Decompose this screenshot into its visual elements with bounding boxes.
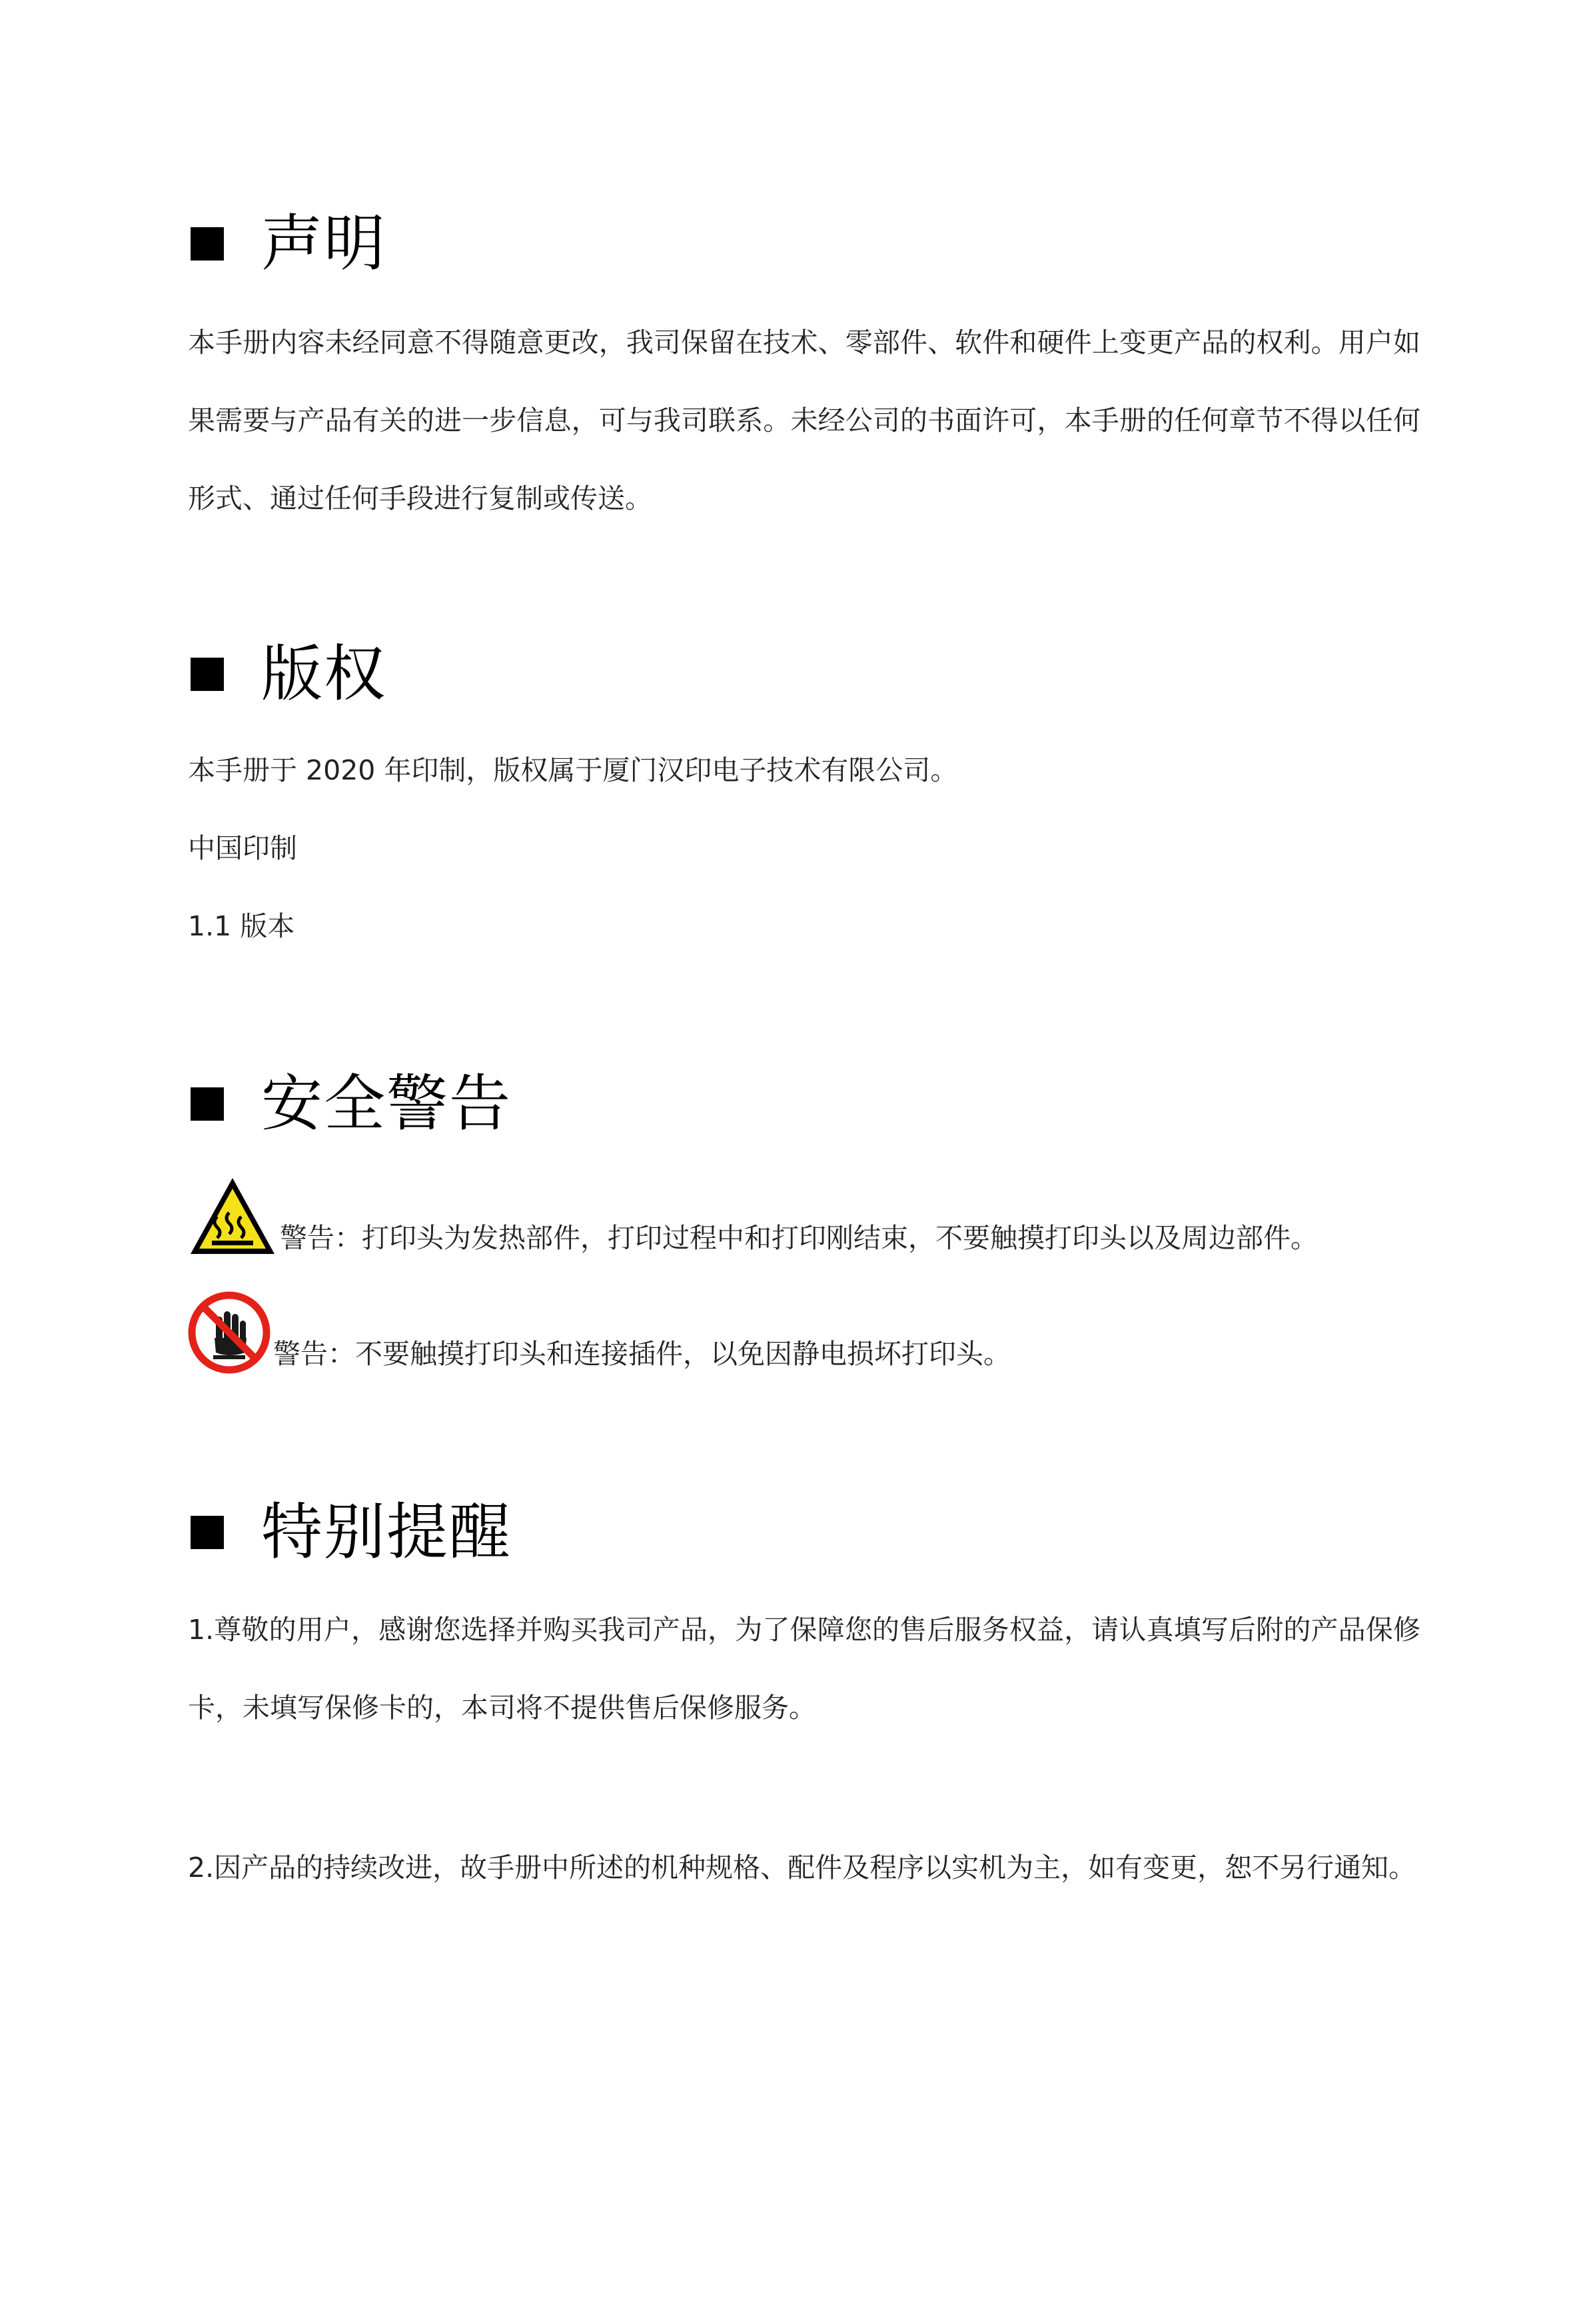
statement-title: 声明 bbox=[261, 208, 387, 279]
warning-text: 警告：不要触摸打印头和连接插件，以免因静电损坏打印头。 bbox=[273, 1338, 1011, 1370]
heading-bullet-square bbox=[191, 1516, 224, 1549]
hot-surface-warning-icon bbox=[188, 1175, 277, 1258]
warning-text: 警告：打印头为发热部件，打印过程中和打印刚结束，不要触摸打印头以及周边部件。 bbox=[280, 1222, 1318, 1254]
no-touch-esd-icon bbox=[188, 1291, 270, 1374]
heading-bullet-square bbox=[191, 227, 224, 261]
warning-esd-printhead bbox=[188, 1291, 1011, 1374]
heading-bullet-square bbox=[191, 658, 224, 691]
printed-in-china-line: 中国印制 bbox=[188, 832, 297, 864]
statement-body: 本手册内容未经同意不得随意更改，我司保留在技术、零部件、软件和硬件上变更产品的权利。用户如果需要与产品有关的进一步信息，可与我司联系。未经公司的书面许可，本手册的任何章节不得以任何形式、通过任何手段进行复制或传送。 bbox=[188, 326, 1420, 514]
version-line: 1.1 版本 bbox=[188, 910, 295, 942]
heading-bullet-square bbox=[191, 1087, 224, 1121]
copyright-title: 版权 bbox=[261, 638, 387, 710]
copyright-heading bbox=[191, 634, 386, 714]
safety-title: 安全警告 bbox=[261, 1068, 512, 1139]
reminder-item-1: 1.尊敬的用户，感谢您选择并购买我司产品，为了保障您的售后服务权益，请认真填写后附的产品保修卡，未填写保修卡的，本司将不提供售后保修服务。 bbox=[188, 1614, 1420, 1724]
copyright-line: 本手册于 2020 年印制，版权属于厦门汉印电子技术有限公司。 bbox=[188, 754, 958, 786]
warning-hot-printhead bbox=[188, 1175, 1318, 1258]
reminder-heading bbox=[191, 1492, 512, 1572]
statement-heading bbox=[191, 204, 386, 284]
safety-heading bbox=[191, 1064, 512, 1144]
reminder-title: 特别提醒 bbox=[261, 1496, 512, 1568]
reminder-item-2: 2.因产品的持续改进，故手册中所述的机种规格、配件及程序以实机为主，如有变更，恕不另行通知。 bbox=[188, 1852, 1416, 1884]
